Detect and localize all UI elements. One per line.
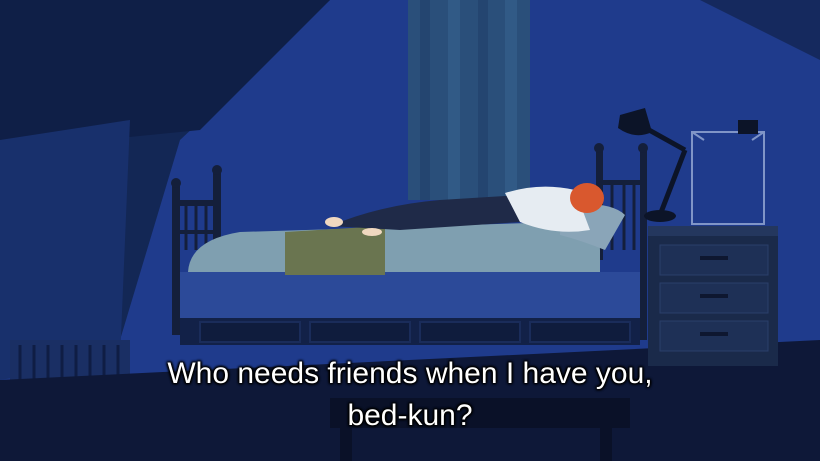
mattress (180, 272, 640, 318)
person-hair (570, 183, 604, 213)
nightstand (648, 226, 778, 366)
subtitle-line-2: bed-kun? (347, 399, 473, 432)
case-object (738, 120, 758, 134)
person-foot (325, 217, 343, 227)
curtain (408, 0, 530, 200)
subtitle-line-1: Who needs friends when I have you, (167, 357, 653, 390)
lamp-base (644, 210, 676, 222)
person-hand (362, 228, 382, 236)
